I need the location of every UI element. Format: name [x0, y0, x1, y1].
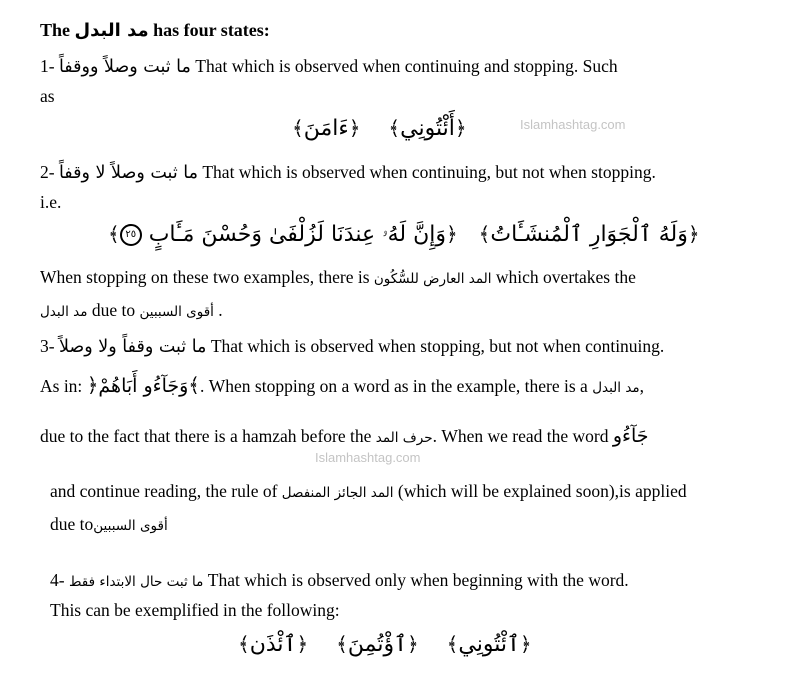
state-4-examples: ﴿ٱئْتُونِي﴾ ﴿ٱؤْتُمِنَ﴾ ﴿ٱئْذَن﴾	[238, 632, 532, 657]
state-2-examples: ﴿وَلَهُ ٱلْجَوَارِ ٱلْمُنشَـَٔاتُ﴾ ﴿وَإِنَّ لَهُۥ عِندَنَا لَزُلْفَىٰ وَحُسْنَ مَـَٔابٍ ٢٥﴾	[108, 222, 700, 247]
watermark: Islamhashtag.com	[520, 117, 626, 132]
state-3-text-2: due to the fact that there is a hamzah before the	[40, 426, 376, 446]
state-4-arabic: ما ثبت حال الابتداء فقط	[68, 574, 204, 590]
state-3-text-2b: . When we read the word	[432, 426, 613, 446]
state-2-example-2: وَإِنَّ لَهُۥ عِندَنَا لَزُلْفَىٰ وَحُسْنَ مَـَٔابٍ	[148, 222, 446, 247]
state-2-para-arabic: المد العارض للسُّكُون	[373, 271, 492, 287]
state-2-example-1: وَلَهُ ٱلْجَوَارِ ٱلْمُنشَـَٔاتُ	[490, 222, 688, 247]
state-1-examples: ﴿أَئْتُونِي﴾ ﴿ءَامَنَ﴾	[292, 116, 467, 141]
state-3-arabic-1: مد البدل	[592, 380, 640, 396]
state-3-text-3: and continue reading, the rule of	[50, 481, 282, 501]
heading-post: has four states:	[148, 20, 270, 40]
state-3-line-3	[50, 481, 687, 502]
state-4-text: That which is observed only when beginning with the word.	[203, 570, 629, 590]
state-2-para-a: When stopping on these two examples, there is	[40, 267, 374, 287]
state-2-number: 2-	[40, 162, 59, 182]
state-1-arabic: ما ثبت وصلاً ووقفاً	[58, 57, 191, 77]
state-2-arabic: ما ثبت وصلاً لا وقفاً	[58, 163, 198, 183]
watermark-2: Islamhashtag.com	[315, 450, 421, 465]
state-3-example: وَجَآءُو أَبَاهُمْ	[98, 375, 189, 397]
state-1-continuation: as	[40, 86, 55, 106]
heading-arabic: مد البدل	[74, 20, 149, 41]
state-2-para-arabic-2: مد البدل	[40, 304, 88, 320]
state-2-paragraph-line-1	[40, 267, 636, 288]
state-3-line-2	[40, 425, 649, 448]
ayah-number-marker: ٢٥	[120, 224, 142, 246]
heading	[40, 20, 270, 42]
heading-pre: The	[40, 20, 75, 40]
state-2-paragraph-line-2	[40, 300, 223, 321]
state-3-arabic-4: أقوى السببين	[93, 518, 168, 534]
state-3-arabic-3: المد الجائز المنفصل	[281, 485, 394, 501]
state-3-word: جَآءُو	[612, 425, 649, 447]
state-4-example-3: ٱئْذَن	[249, 632, 297, 657]
state-3-text-1: . When stopping on a word as in the example, there is a	[200, 376, 593, 396]
state-2-text: That which is observed when continuing, but not when stopping.	[197, 162, 656, 182]
state-3-example-line: As in: ﴿وَجَآءُو أَبَاهُمْ﴾. When stopping on a word as in the example, there is a مد البدل,	[40, 373, 645, 397]
state-1-text: That which is observed when continuing and stopping. Such	[190, 56, 618, 76]
state-3-text-3b: (which will be explained soon),is applied	[393, 481, 687, 501]
state-3-arabic-2: حرف المد	[375, 430, 433, 446]
state-4-line	[50, 570, 629, 591]
state-4-continuation: This can be exemplified in the following:	[50, 600, 340, 620]
state-2-para-b: which overtakes the	[491, 267, 636, 287]
state-1-line	[40, 56, 618, 78]
state-3-as-in: As in:	[40, 376, 87, 396]
state-2-continuation: i.e.	[40, 192, 62, 212]
state-2-para-end: .	[213, 300, 223, 320]
state-1-example-2: ءَامَنَ	[303, 116, 349, 141]
state-4-number: 4-	[50, 570, 69, 590]
state-4-example-2: ٱؤْتُمِنَ	[347, 632, 407, 657]
state-1-example-1: أَئْتُونِي	[400, 116, 455, 141]
state-2-para-mid: due to	[87, 300, 140, 320]
state-3-line-4	[50, 514, 168, 535]
state-3-text-4: due to	[50, 514, 94, 534]
state-4-example-1: ٱئْتُونِي	[458, 632, 520, 657]
state-2-line	[40, 162, 656, 184]
state-1-number: 1-	[40, 56, 59, 76]
state-3-line	[40, 336, 664, 358]
state-2-para-arabic-3: أقوى السببين	[139, 304, 214, 320]
state-3-arabic: ما ثبت وقفاً ولا وصلاً	[58, 337, 207, 357]
state-3-number: 3-	[40, 336, 59, 356]
state-3-text-1-end: ,	[639, 376, 645, 396]
state-3-text: That which is observed when stopping, but not when continuing.	[206, 336, 665, 356]
